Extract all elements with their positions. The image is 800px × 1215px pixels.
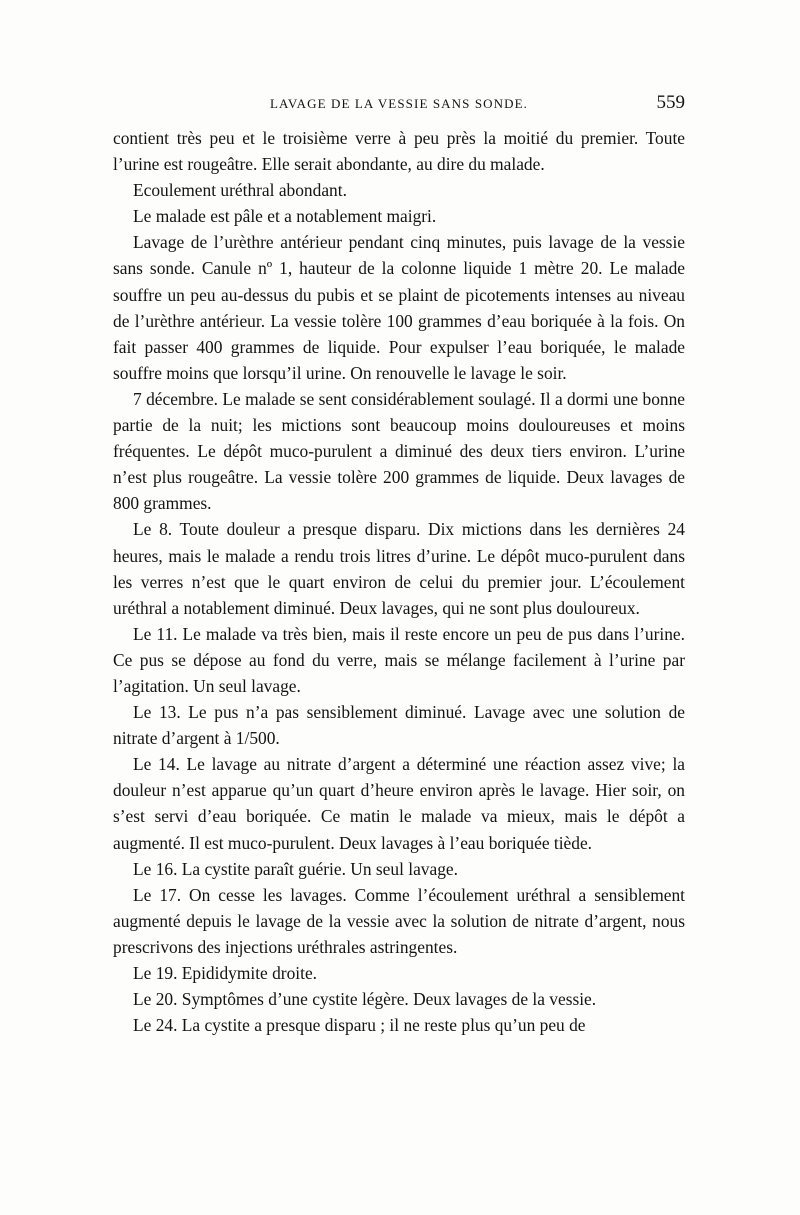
paragraph-le-20: Le 20. Symptômes d’une cystite légère. Deux lavages de la vessie. xyxy=(133,989,597,1010)
paragraph-malade-pale: Le malade est pâle et a notablement maigri. xyxy=(133,206,437,227)
paragraph-le-16: Le 16. La cystite paraît guérie. Un seul lavage. xyxy=(133,858,458,879)
paragraph-le-8: Le 8. Toute douleur a presque disparu. Dix mictions dans les dernières 24 heures, mais le malade a rendu trois litres d’urine. Le dépôt muco-purulent dans les verres n’est que le quart environ de celui du premier jour. L’écoulement uréthral a notablement diminué. Deux lavages, qui ne sont plus douloureux. xyxy=(113,519,685,618)
body-text xyxy=(113,125,685,1038)
paragraph-le-11: Le 11. Le malade va très bien, mais il reste encore un peu de pus dans l’urine. Ce pus se dépose au fond du verre, mais se mélange facilement à l’urine par l’agitation. Un seul lavage. xyxy=(113,623,685,696)
page-header xyxy=(113,92,685,118)
paragraph-le-17: Le 17. On cesse les lavages. Comme l’écoulement uréthral a sensiblement augmenté depuis le lavage de la vessie avec la solution de nitrate d’argent, nous prescrivons des injections uréthrales astringentes. xyxy=(113,884,685,957)
paragraph-le-24: Le 24. La cystite a presque disparu ; il ne reste plus qu’un peu de xyxy=(133,1015,586,1036)
paragraph-7-decembre: 7 décembre. Le malade se sent considérablement soulagé. Il a dormi une bonne partie de la nuit; les mictions sont beaucoup moins douloureuses et moins fréquentes. Le dépôt muco-purulent a diminué des deux tiers environ. L’urine n’est plus rougeâtre. La vessie tolère 200 grammes de liquide. Deux lavages de 800 grammes. xyxy=(113,388,685,514)
page-number: 559 xyxy=(656,92,685,113)
paragraph-le-19: Le 19. Epididymite droite. xyxy=(133,963,318,983)
running-title: LAVAGE DE LA VESSIE SANS SONDE. xyxy=(269,96,529,111)
paragraph-lavage-urethre: Lavage de l’urèthre antérieur pendant cinq minutes, puis lavage de la vessie sans sonde. Canule nº 1, hauteur de la colonne liquide 1 mètre 20. Le malade souffre un peu au-dessus du pubis et se plaint de picotements intenses au niveau de l’urèthre antérieur. La vessie tolère 100 grammes d’eau boriquée à la fois. On fait passer 400 grammes de liquide. Pour expulser l’eau boriquée, le malade souffre moins que lorsqu’il urine. On renouvelle le lavage le soir. xyxy=(113,232,685,383)
paragraph-ecoulement: Ecoulement uréthral abondant. xyxy=(133,180,347,201)
paragraph-le-13: Le 13. Le pus n’a pas sensiblement diminué. Lavage avec une solution de nitrate d’argent à 1/500. xyxy=(113,702,685,749)
paragraph-le-14: Le 14. Le lavage au nitrate d’argent a déterminé une réaction assez vive; la douleur n’est apparue qu’un quart d’heure environ après le lavage. Hier soir, on s’est servi d’eau boriquée. Ce matin le malade va mieux, mais le dépôt a augmenté. Il est muco-purulent. Deux lavages à l’eau boriquée tiède. xyxy=(113,754,685,853)
paragraph-continued: contient très peu et le troisième verre à peu près la moitié du premier. Toute l’urine est rougeâtre. Elle serait abondante, au dire du malade. xyxy=(113,128,685,175)
